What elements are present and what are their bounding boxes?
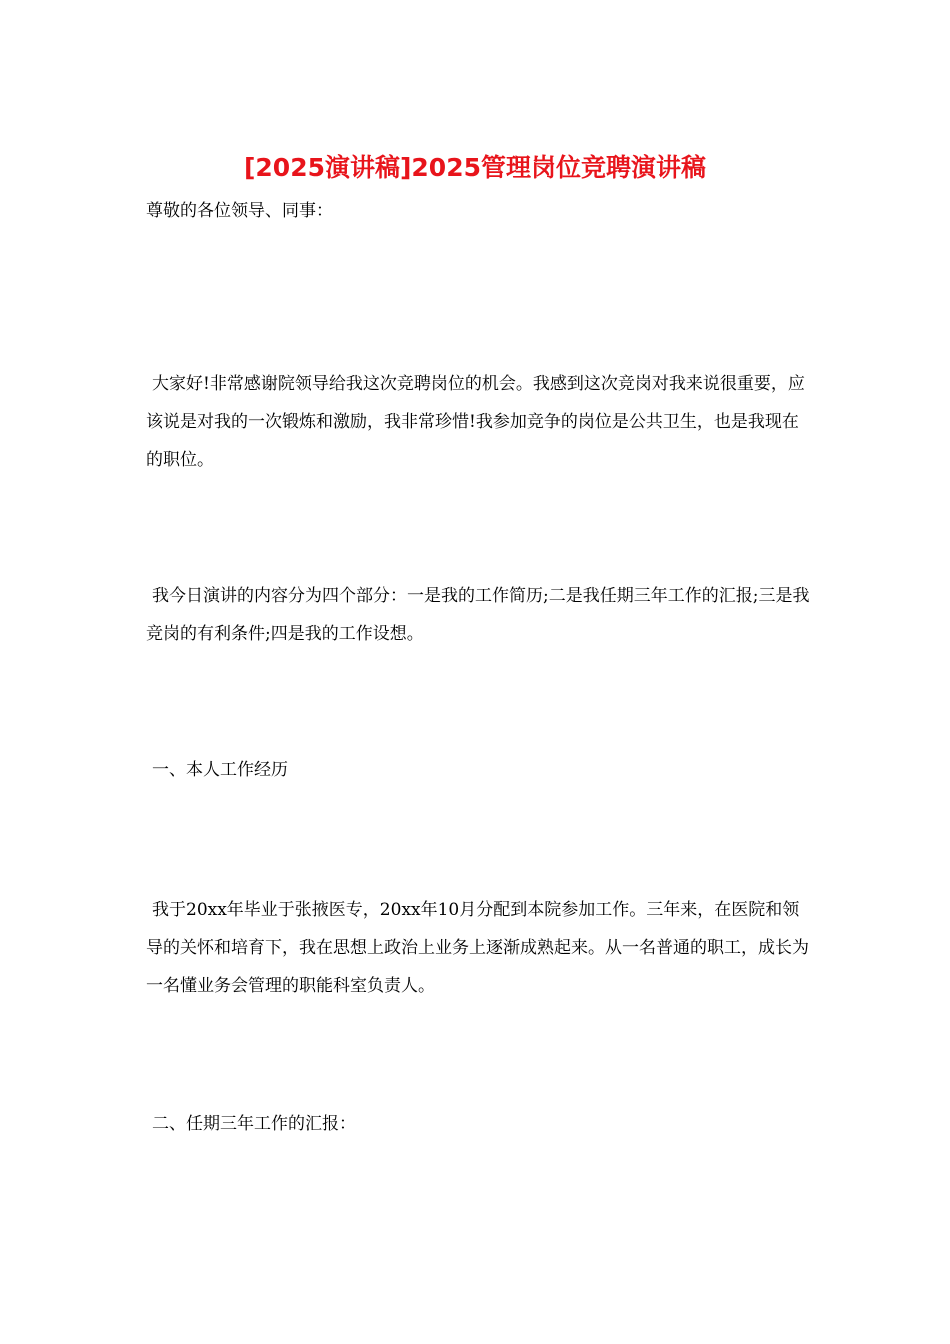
paragraph-experience: 我于20xx年毕业于张掖医专，20xx年10月分配到本院参加工作。三年来，在医院和领导的关怀和培育下，我在思想上政治上业务上逐渐成熟起来。从一名普通的职工，成长为一名懂业务会管理的职能科室负责人。 (146, 900, 809, 996)
document-title: [2025演讲稿]2025管理岗位竞聘演讲稿 (243, 153, 706, 182)
paragraph-outline: 我今日演讲的内容分为四个部分：一是我的工作简历;二是我任期三年工作的汇报;三是我竞岗的有利条件;四是我的工作设想。 (146, 586, 810, 644)
section-heading-report: 二、任期三年工作的汇报： (152, 1114, 356, 1134)
greeting: 尊敬的各位领导、同事： (146, 201, 333, 221)
paragraph-intro: 大家好!非常感谢院领导给我这次竞聘岗位的机会。我感到这次竞岗对我来说很重要，应该说是对我的一次锻炼和激励，我非常珍惜!我参加竞争的岗位是公共卫生，也是我现在的职位。 (146, 374, 805, 470)
section-heading-experience: 一、本人工作经历 (152, 760, 288, 780)
